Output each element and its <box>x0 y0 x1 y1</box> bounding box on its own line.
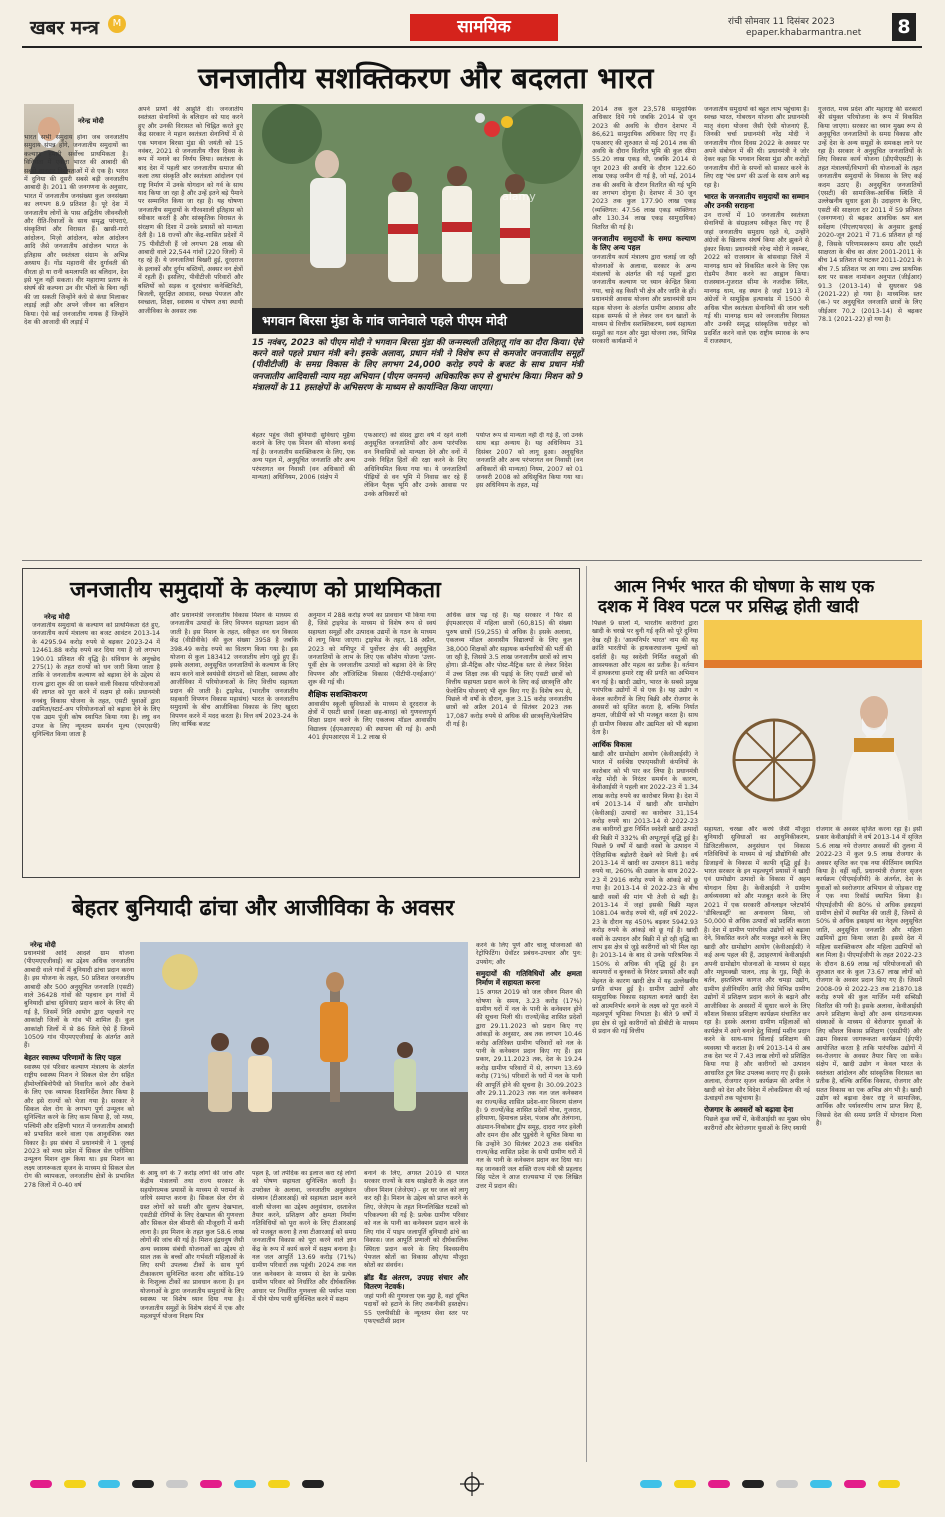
main-col-4 <box>364 432 467 554</box>
welfare-col-1 <box>32 622 160 870</box>
yellow-swatch <box>674 1480 696 1488</box>
main-col-7-text: जनजातीय समुदायों को बहुत लाभ पहुंचाया है। स्वच्छ भारत, गोबरधन योजना और प्रधानमंत्री मातृ वंदना योजना जैसी ऐसी योजनाएं हैं, जिनकी चर्चा प्रधानमंत्री नरेंद्र मोदी ने जनजातीय गौरव दिवस 2022 के अवसर पर अपने संबोधन में की थी। प्रधानमंत्री ने जोर देकर कहा कि भगवान बिरसा मुंडा और करोड़ों जनजातीय वीरों के सपनों को साकार करने के लिए राष्ट्र 'पंच प्रण' की ऊर्जा के साथ आगे बढ़ रहा है। <box>704 106 809 189</box>
section-tab: सामयिक <box>410 14 558 41</box>
khadi-photo <box>704 620 922 820</box>
black-swatch <box>132 1480 154 1488</box>
main-col-6-text: 2014 तक कुल 23,578 सामुदायिक अधिकार दिये गये जबकि 2014 से जून 2023 की अवधि के दौरान देशभर में 86,621 सामुदायिक अधिकार दिए गए हैं। एफआरए की शुरुआत से मई 2014 तक की अवधि के दौरान वितरित भूमि की कुल सीमा 55.20 लाख एकड़ थी, जबकि 2014 से जून 2023 की अवधि के दौरान 122.60 लाख एकड़ जमीन दी गई है, जो मई, 2014 तक की अवधि के दौरान वितरित की गई भूमि का लगभग दोगुना है। देशभर में 30 जून 2023 तक कुल 177.90 लाख एकड़ (व्यक्तिगत: 47.56 लाख एकड़ व्यक्तिगत और 130.34 लाख एकड़ सामुदायिक) वितरित की गई है। <box>592 106 696 231</box>
epaper-url[interactable]: epaper.khabarmantra.net <box>746 28 862 38</box>
infra-col-3 <box>252 1170 356 1462</box>
main-col-5 <box>476 432 583 554</box>
khadi-col-2b-text: पिछले कुछ वर्षों में, केवीआईसी का मुख्य ध्येय कारीगरों और बेरोजगार युवाओं के लिए स्थायी <box>704 1116 810 1132</box>
khadi-subhead-1: आर्थिक विकास <box>592 739 632 749</box>
main-col-1-text: भारत सभी समुदाय होना जब जनजातीय समुदाय संपन्न होंगे, जनजातीय समुदायों का कल्याण हमारी सर्वोच्च प्राथमिकता है। विविधता में एकता भारत की आबादी की सबसे शानदार विशेषताओं में से एक है। भारत में दुनिया की दूसरी सबसे बड़ी जनजातीय आबादी है। 2011 की जनगणना के अनुसार, भारत में जनजातीय जनसंख्या कुल जनसंख्या का लगभग 8.9 प्रतिशत है। पूरे देश में जनजातीय लोगों के पास अद्वितीय जीवनशैली और रीति-रिवाजों के साथ समृद्ध परंपराएं, संस्कृतियां और विरासत हैं। खासी-गारो आंदोलन, मिज़ो आंदोलन, कोल आंदोलन आदि जैसे जनजातीय आंदोलन भारत के इतिहास और स्वतंत्रता संग्राम के अभिन्न अध्याय हैं। गोंड महारानी वीर दुर्गावती की वीरता हो या रानी कमलापति का बलिदान, देश इसे भूल नहीं सकता। वीर महाराणा प्रताप के संघर्ष की कल्पना उन वीर भीलों के बिना नहीं की जा सकती जिन्होंने कंधे से कंधा मिलाकर लड़ाई लड़ी और अपने जीवन का बलिदान किया। ऐसे कई जनजातीय नायक हैं जिन्होंने देश की आजादी की लड़ाई में <box>24 134 128 326</box>
black-swatch <box>302 1480 324 1488</box>
main-col-6 <box>592 106 696 554</box>
main-col-6b-text: जनजातीय कार्य मंत्रालय द्वारा चलाई जा रही योजनाओं के अलावा, सरकार के अन्य मंत्रालयों के अंतर्गत की गई पहलों द्वारा जनजातीय कल्याण पर ध्यान केन्द्रित किया गया, चाहे वह किसी भी क्षेत्र और जाति के हों। प्रधानमंत्री आवास योजना और प्रधानमंत्री ग्राम सड़क योजना के अंतर्गत ग्रामीण आवास और सड़क सम्पर्क से ले लेकर जन धन खातों के माध्यम से वित्तीय सशक्तिकरण, स्वयं सहायता समूहों का गठन और मुद्रा योजना तक, विभिन्न सरकारी कार्यक्रमों ने <box>592 254 696 346</box>
main-col-8-text: गुजरात, मध्य प्रदेश और महाराष्ट्र की सरकारों की संयुक्त परियोजना के रूप में विकसित किया जाएगा। सरकार का ध्यान मुख्य रूप से अनुसूचित जनजातियों के समग्र विकास और उन्हें देश के अन्य समूहों के समकक्ष लाने पर रहा है। सरकार ने अनुसूचित जनजातियों के लिए विकास कार्य योजना (डीएपीएसटी) के तहत मंत्रालयों/विभागों की योजनाओं के तहत जनजातीय समुदायों के विकास के लिए कई कदम उठाए हैं। अनुसूचित जनजातियों (एसटी) की सामाजिक-आर्थिक स्थिति में उल्लेखनीय सुधार हुआ है। उदाहरण के लिए, एसटी की साक्षरता दर 2011 में 59 प्रतिशत (जनगणना) से बढ़कर आवधिक श्रम बल सर्वेक्षण (पीएलएफएस) के अनुसार ढुलाई 2020-जून 2021 में 71.6 प्रतिशत हो गई है, जिसके परिणामस्वरूप समग्र और एसटी साक्षरता के बीच का अंतर 2001-2011 के बीच 14 प्रतिशत से घटकर 2011-2021 के बीच 7.5 प्रतिशत पर आ गया। उच्च प्राथमिक स्तर पर सकल नामांकन अनुपात (जीईआर) 91.3 (2013-14) से सुधरकर 98 (2021-22) हो गया है। माध्यमिक स्तर (क-) पर अनुसूचित जनजाति छात्रों के लिए जीईआर 70.2 (2013-14) से बढ़कर 78.1 (2021-22) हो गया है। <box>818 106 922 324</box>
khadi-col-1-text: पिछले 9 सालों में, भारतीय कारीगरों द्वारा खादी के चरखे पर बुनी गई कृति को पूरे दुनिया देख रही है। 'आत्मनिर्भर भारत' नाम की यह क्रांति भारतीयों के हाथकरघाजन्य मूल्यों को दर्शाती है। यह स्वदेशी निर्मित वस्तुओं की आवश्यकता और महत्व का प्रतीक है। वर्तमान में हाथकरघा हमारे राष्ट्र की प्रगति का अभिमान बन गई है। खादी उद्योग, भारत के सबसे प्रमुख पारंपरिक उद्योगों में से एक है। यह उद्योग न केवल कारीगरों के लिए बिक्री और रोजगार के अवसरों को सृजित करता है, बल्कि निर्यात क्षमता, जीडीपी को भी मजबूत करता है। साथ ही ग्रामीण विकास और उद्यमिता को भी बढ़ावा देता है। <box>592 620 698 737</box>
magenta-swatch <box>844 1480 866 1488</box>
welfare-col-3 <box>308 612 436 870</box>
khadi-col-1 <box>592 620 698 1462</box>
infra-col-3-text: पहल है, जो तपेदिक का इलाज करा रहे लोगों को पोषण सहायता सुनिश्चित करती है। उपरोक्त के अलावा, जनजातीय अनुसंधान संस्थान (टीआरआई) को सहायता प्रदान करने वाली योजना का उद्देश्य अनुसंधान, दस्तावेज तैयार करने, प्रशिक्षण और क्षमता निर्माण गतिविधियों को पूरा करने के लिए टीआरआई को मजबूत करना है तथा टीआरआई को समग्र जनजातीय विकास को पूरा करने वाले ज्ञान केंद्र के रूप में कार्य करने में सक्षम बनाना है। नल जल आपूर्ति 13.69 करोड़ (71%) ग्रामीण परिवारों तक पहुंची। 2024 तक नल जल कनेक्शन के माध्यम से देश के प्रत्येक ग्रामीण परिवार को निर्धारित और दीर्घकालिक आधार पर निर्धारित गुणवत्ता की पर्याप्त मात्रा में पीने योग्य पानी सुनिश्चित करने में सक्षम <box>252 1170 356 1304</box>
main-intro: 15 नवंबर, 2023 को पीएम मोदी ने भगवान बिरसा मुंडा की जन्मस्थली उलिहातू गांव का दौरा किया। ऐसे करने वाले पहले प्रधान मंत्री बने। इसके अलावा, प्रधान मंत्री ने विशेष रूप से कमजोर जनजातीय समूहों (पीवीटीजी) के समग्र विकास के लिए लगभग 24,000 करोड़ रुपये के बजट के साथ प्रधान मंत्री जनजातीय आदिवासी न्याय महा अभियान (पीएम जनमन) अधिकारिक रूप से शुभारंभ किया। मिशन को 9 मंत्रालयों के 11 हस्तक्षेपों के अभिसरण के माध्यम से कार्यान्वित किया जाएगा। <box>252 338 583 393</box>
welfare-col-3b-text: आवासीय स्कूली सुविधाओं के माध्यम से दूरदराज के क्षेत्रों में एसटी छात्रों (कक्षा छह-बारह) को गुणवत्तापूर्ण शिक्षा प्रदान करने के लिए एकलव्य मॉडल आवासीय विद्यालय (ईएमआरएस) की स्थापना की गई है। अभी 401 ईएमआरएस में 1.2 लाख से <box>308 700 436 742</box>
main-col-2 <box>138 106 243 554</box>
main-col-5-text: पर्याप्त रूप से मान्यता नहीं दी गई है, जो उनके साथ बड़ा अन्याय है। यह अधिनियम 31 दिसंबर 2007 को लागू हुआ। अनुसूचित जनजाति और अन्य परंपरागत वन निवासी (वन अधिकारों की मान्यता) नियम, 2007 को 01 जनवरी 2008 को अधिसूचित किया गया था। इस अधिनियम के तहत, मई <box>476 432 583 490</box>
infra-col-1b-text: स्वास्थ्य एवं परिवार कल्याण मंत्रालय के अंतर्गत राष्ट्रीय स्वास्थ्य मिशन ने सिकल सेल रोग सहित हीमोग्लोबिनोपैथी को निवारित करने और रोकने के लिए एक व्यापक दिशानिर्देश तैयार किया है और इसे राज्यों को भेजा गया है। सरकार ने सिकल सेल रोग के लगभग पूर्ण उन्मूलन को सुनिश्चित करने के लिए काम किया है, जो मध्य, पश्चिमी और दक्षिणी भारत में जनजातीय आबादी को प्रभावित करने वाला एक आनुवंशिक रक्त विकार है। इस संबंध में प्रधानमंत्री ने 1 जुलाई 2023 को मध्य प्रदेश में सिकल सेल एनीमिया उन्मूलन मिशन शुरू किया था। इस मिशन का लक्ष्य जागरूकता सृजन के माध्यम से सिकल सेल रोग की व्यापकता, जनजातीय क्षेत्रों के प्रभावित 278 जिलों में 0-40 वर्ष <box>24 1063 134 1189</box>
main-col-3 <box>252 432 355 554</box>
page-number: 8 <box>892 13 916 41</box>
khadi-headline-line-2: दशक में विश्व पटल पर प्रसिद्ध होती खादी <box>598 597 859 617</box>
khadi-headline-line-1: आत्म निर्भर भारत की घोषणा के साथ एक <box>614 577 875 597</box>
infra-col-4-text: बनाने के लिए, अगस्त 2019 से भारत सरकार राज्यों के साथ साझेदारी के तहत जल जीवन मिशन (जेजेएम) - हर घर जल को लागू कर रही है। मिशन के उद्देश्य को प्राप्त करने के लिए, जेजेएम के तहत निम्नलिखित घटकों को परिकल्पना की गई है: प्रत्येक ग्रामीण परिवार को नल के पानी का कनेक्शन प्रदान करने के लिए गांव में पाइप जलापूर्ति बुनियादी ढांचे का विकास। जल आपूर्ति प्रणाली को दीर्घकालिक स्थिरता प्रदान करने के लिए विश्वसनीय पेयजल स्रोतों का विकास और/या मौजूदा स्रोतों का संवर्धन। <box>364 1170 468 1270</box>
main-col-3-text: बेहतर पहुंच जैसी बुनियादी सुविधाएं मुहैया कराने के लिए एक मिशन की योजना बनाई गई है। जनजातीय सशक्तिकरण के लिए, एक अन्य पहल में, अनुसूचित जनजाति और अन्य परंपरागत वन निवासी (वन अधिकारों की मान्यता) अधिनियम, 2006 (संक्षेप में <box>252 432 355 482</box>
infra-col-5b-text: 15 अगस्त 2019 को जल जीवन मिशन की घोषणा के समय, 3.23 करोड़ (17%) ग्रामीण घरों में नल के पानी के कनेक्शन होने की सूचना मिली थी। राज्यों/केंद्र शासित प्रदेशों द्वारा 29.11.2023 को प्रदान किए गए आंकड़ों के अनुसार, अब तक लगभग 10.46 करोड़ अतिरिक्त ग्रामीण परिवारों को नल के पानी के कनेक्शन प्रदान किए गए हैं। इस प्रकार, 29.11.2023 तक, देश के 19.24 करोड़ ग्रामीण परिवारों में से, लगभग 13.69 करोड़ (71%) परिवारों के घरों में नल के पानी की आपूर्ति होने की सूचना है। 30.09.2023 और 29.11.2023 तक नल जल कनेक्शन का राज्य/केंद्र शासित प्रदेश-वार विवरण संलग्न है। 9 राज्यों/केंद्र शासित प्रदेशों गोवा, गुजरात, हरियाणा, हिमाचल प्रदेश, पंजाब और तेलंगाना, अंडमान-निकोबार द्वीप समूह, दादरा नगर हवेली और दमन दीव और पुडुचेरी ने सूचित किया था कि उन्होंने 30 सितंबर 2023 तक संबंधित राज्य/केंद्र शासित प्रदेश के सभी ग्रामीण घरों में नल के पानी के कनेक्शन प्रदान कर दिया था। यह जानकारी जल शक्ति राज्य मंत्री श्री प्रहलाद सिंह पटेल ने आज राज्यसभा में एक लिखित उत्तर में प्रदान की। <box>476 989 582 1190</box>
magenta-swatch <box>30 1480 52 1488</box>
grey-swatch <box>166 1480 188 1488</box>
magenta-swatch <box>200 1480 222 1488</box>
main-subhead-1: जनजातीय समुदायों के समग्र कल्याण के लिए अन्य पहल <box>592 234 696 253</box>
khadi-subhead-2: रोजगार के अवसरों को बढ़ावा देना <box>704 1105 794 1115</box>
welfare-col-2-text: और प्रधानमंत्री जनजातीय विकास मिशन के माध्यम से जनजातीय उत्पादों के लिए विपणन सहायता प्रदान की जाती है। इस मिशन के तहत, स्वीकृत वन धन विकास केंद्र (वीडीवीके) की कुल संख्या 3958 है जबकि 398.49 करोड़ रुपये का वितरण किया गया है। इस योजना से कुल 183412 जनजातीय लोग जुड़े हुए हैं। इसके अलावा, अनुसूचित जनजातियों के कल्याण के लिए काम करने वाले स्वयंसेवी संगठनों को शिक्षा, स्वास्थ्य और आजीविका में परियोजनाओं के लिए वित्तीय सहायता प्रदान की जाती है। ट्राइफेड, (भारतीय जनजातीय सहकारी विपणन विकास महासंघ) भारत के जनजातीय समुदायों के बीच आजीविका विकास के लिए खुदरा विपणन करने में मदद करता है। वित्त वर्ष 2023-24 के लिए वार्षिक बजट <box>170 612 298 729</box>
grey-swatch <box>776 1480 798 1488</box>
infra-subhead-3: समुदायों की गतिविधियों और क्षमता निर्माण में सहायता करना <box>476 969 582 988</box>
infra-col-4 <box>364 1170 468 1462</box>
photo-caption: भगवान बिरसा मुंडा के गांव जानेवाले पहले पीएम मोदी <box>252 308 583 334</box>
khadi-col-2-text: सहायता, चरखा और करघे जैसी मौजूदा बुनियादी सुविधाओं का आधुनिकीकरण, डिजिटलीकरण, अनुसंधान एवं विकास गतिविधियों के माध्यम से नई प्रौद्योगिकी और डिजाइनों के विकास में काफी वृद्धि हुई है। भारत सरकार के इन महत्वपूर्ण प्रयासों ने खादी एवं ग्रामोद्योग उत्पादों के विकास में अहम योगदान दिया है। केवीआईसी ने ग्रामीण अर्थव्यवस्था को और मजबूत करने के लिए 2021 में एक सरकारी ऑनलाइन प्लेटफॉर्म 'डीबिल्डर्स्ट्री' का अनावरण किया, जो 50,000 से अधिक उत्पादों को प्रदर्शित करता है। देश में ग्रामीण पारंपरिक उद्योगों को बढ़ावा देने, विकसित करने और मजबूत करने के लिए खादी और ग्रामोद्योग आयोग (केवीआईसी) ने कई अन्य पहल की हैं, उदाहरणार्थ केवीआईसी अपनी ग्रामोद्योग योजनाओं के माध्यम से सहद और मधुमक्खी पालन, ताड़ के गुड़, मिट्टी के बर्तन, हस्तशिल्प कागज और चमड़ा उद्योग, ग्रामीण इंजीनियरिंग आदि जैसे विभिन्न ग्रामीण उद्योगों में प्रशिक्षण प्रदान करने के बढ़ाने और आजीविका के अवसरों में सुधार करने के लिए कौशल विकास प्रशिक्षण कार्यक्रम संचालित कर रहा है। इसके अलावा ग्रामीण महिलाओं को कार्यक्षेत्र में आगे बनाने हेतु सिलाई मशीन प्रदान करने के साथ-साथ सिलाई प्रशिक्षण की व्यवस्था भी कराता है। वर्ष 2013-14 से अब तक देश भर में 7.43 लाख लोगों को प्रशिक्षित किया गया है और कारीगरों को उत्पादन आधारित टूल किट उपलब्ध कराए गए हैं। इसके अलावा, रोजगार सृजन कार्यक्रम की अपील ने खादी को देश और विदेश में लोकप्रियता की नई ऊंचाइयों तक पहुंचाया है। <box>704 826 810 1102</box>
khadi-col-3-text: रोजगार के अवसर सृजित करना रहा है। इसी प्रकार केवीआईसी ने वर्ष 2013-14 में सृजित 5.6 लाख नये रोजगार अवसरों की तुलना में 2022-23 में कुल 9.5 लाख रोजगार के अवसर सृजित कर एक नया कीर्तिमान स्थापित किया है। वहीं वहीं, प्रधानमंत्री रोजगार सृजन कार्यक्रम (पीएमईजीपी) के अंतर्गत, देश के युवाओं को स्वरोजगार अभियान से जोड़कर राष्ट्र ने एक नया रिकॉर्ड स्थापित किया है। पीएमईजीपी की 80% से अधिक इकाइयां ग्रामीण क्षेत्रों में स्थापित की जाती हैं, जिनमें से 50% से अधिक इकाइयां का नेतृत्व अनुसूचित जाति, अनुसूचित जनजाति और महिला उद्यमियों द्वारा किया जाता है। इससे देश में महिला सशक्तिकरण और महिला उद्यमियों को बल मिला है। पीएमईजीपी के तहत 2022-23 के दौरान 8.69 लाख नई परियोजनाओं की शुरुआत कर के कुल 73.67 लाख लोगों को रोजगार के अवसर प्रदान किए गए हैं। जिसमें 2008-09 से 2022-23 तक 21870.18 करोड़ रुपये की कुल मार्जिन मनी सब्सिडी वितरित की गयी है। इसके अलावा, केवीआईसी अपने प्रशिक्षण केन्द्रों और अन्य संगठनात्मक संस्थाओं के माध्यम से बेरोजगार युवाओं के लिए कौशल विकास प्रशिक्षण (एसडीपी) और उद्यम विकास जागरूकता कार्यक्रम (ईएपी) आयोजित करता है ताकि पारंपरिक उद्योगों में स्व-रोजगार के अवसर तैयार किए जा सकें। संक्षेप में, खादी उद्योग न केवल भारत के स्वतंत्रता आंदोलन और सांस्कृतिक विरासत का प्रतीक है, बल्कि आर्थिक विकास, रोजगार और सतत विकास का एक अभिन्न अंग भी है। खादी उद्योग को बढ़ावा देकर राष्ट्र ने सामाजिक, आर्थिक और पर्यावरणीय लाभ प्राप्त किए हैं, जिससे देश की समग्र प्रगति में योगदान मिला है। <box>816 826 922 1128</box>
header-rule <box>22 46 922 48</box>
infra-col-1 <box>24 950 134 1462</box>
main-subhead-2: भारत के जनजातीय समुदायों का सम्मान और उनकी सराहना <box>704 192 809 211</box>
cyan-swatch <box>234 1480 256 1488</box>
infra-subhead-2: ब्रॉड बैंड अंतरण, उपग्रह संचार और वितरण नेटवर्क। <box>364 1272 468 1291</box>
infra-col-2 <box>140 1170 244 1462</box>
infra-col-4b-text: जहां पानी की गुणवत्ता एक मुद्दा है, वहां दूषित पदार्थों को हटाने के लिए तकनीकी हस्तक्षेप। 55 एलपीसीडी के न्यूनतम सेवा स्तर पर एफएचटीसी प्रदान <box>364 1292 468 1326</box>
infra-col-2-text: के आयु वर्ग के 7 करोड़ लोगों की जांच और केंद्रीय मंत्रालयों तथा राज्य सरकार के सहयोगात्मक प्रयासों के माध्यम से परामर्श के जरिये समाप्त करना है। सिकल सेल रोग से ग्रस्त लोगों को सस्ती और सुलभ देखभाल, एसटीडी रोगियों के लिए देखभाल की गुणवत्ता और सिकल सेल बीमारी की मौजूदगी में कमी लाना है। इस मिशन के तहत कुल 58.6 लाख लोगों की जांच की गई है। मिशन इंद्रधनुष जैसी अन्य स्वास्थ्य संबंधी योजनाओं का उद्देश्य दो साल तक के बच्चों और गर्भवती महिलाओं के लिए सभी उपलब्ध टीकों के साथ पूर्ण टीकाकरण सुनिश्चित करना और कोविड-19 के निःशुल्क टीकों का प्रावधान करना है। इन योजनाओं के द्वारा जनजातीय समुदायों के लिए स्वास्थ्य पर विशेष ध्यान दिया गया है। जनजातीय समूहों के विशेष संदर्भ में एक और महत्वपूर्ण योजना निक्षय मित्र <box>140 1170 244 1320</box>
magenta-swatch <box>708 1480 730 1488</box>
infra-col-1-text: प्रधानमंत्री आदि आदर्श ग्राम योजना (पीएमएएजीवाई) का उद्देश्य अधिक जनजातीय आबादी वाले गांवों में बुनियादी ढांचा प्रदान करना है। इस योजना के तहत, 50 प्रतिशत जनजातीय आबादी और 500 अनुसूचित जनजाति (एसटी) वाले 36428 गांवों की पहचान इन गांवों में बुनियादी ढांचा सुविधाएं प्रदान करने के लिए की गई है, जिसमें निति आयोग द्वारा पहचाने गए आकांक्षी जिलों के गांव भी शामिल हैं। कुल आकांक्षी जिलों में से 86 जिले ऐसे हैं जिनमें 10509 गांव पीएमएएजीवाई के अंतर्गत आते हैं। <box>24 950 134 1050</box>
birsa-munda-village-photo <box>252 104 583 308</box>
masthead-logo: खबर मन्त्र <box>30 17 99 39</box>
welfare-col-2 <box>170 612 298 870</box>
khadi-col-1b-text: खादी और ग्रामोद्योग आयोग (केवीआईसी) ने भारत में सर्वश्रेष्ठ एफएमसीजी कंपनियों के कारोबार को भी पार कर लिया है। प्रधानमंत्री नरेंद्र मोदी के निरंतर समर्थन के कारण, केवीआईसी ने पहली बार 2022-23 में 1.34 लाख करोड़ रुपये का कारोबार किया है। देश में वर्ष 2013-14 में खादी और ग्रामोद्योग (केवीआई) उत्पादों का कारोबार 31,154 करोड़ रुपये था। 2013-14 से 2022-23 तक कारीगरों द्वारा निर्मित स्वदेशी खादी उत्पादों की बिक्री में 332% की अभूतपूर्व वृद्धि हुई है। पिछले 9 वर्षों में खादी वस्त्रों के उत्पादन में ऐतिहासिक बढ़ोतरी देखने को मिली है। वर्ष 2013-14 में खादी का उत्पादन 811 करोड़ रुपये था, 260% की उछाल के साथ 2022-23 में 2916 करोड़ रुपये के आंकड़े को छू गया है। 2013-14 से 2022-23 के बीच खादी वस्त्रों की मांग भी तेजी से बढ़ी है। 2013-14 में जहां इसकी बिक्री महज 1081.04 करोड़ रुपये थी, वहीं वर्ष 2022-23 के दौरान यह 450% बढ़कर 5942.93 करोड़ रुपये के आंकड़े को छू गई है। खादी वस्त्रों के उत्पादन और बिक्री में हो रही वृद्धि का लाभ इस क्षेत्र से जुड़े कारीगरों को भी मिल रहा है। 2013-14 के बाद से उनके पारिश्रमिक में 150% से अधिक की वृद्धि हुई है। इन कामगारों व बुनकरों के निरंतर प्रयासों और कड़ी मेहनत के कारण खादी क्षेत्र में यह उल्लेखनीय प्रगति संभव हुई है। ग्रामीण उद्योगों और सामुदायिक विकास सहायता बनाते खादी देश को आत्मनिर्भर बनाने के लक्ष्य को पूरा करने में महत्वपूर्ण भूमिका निभाता है। बीते 9 वर्षों में इस क्षेत्र से जुड़े कारीगरों को डीबीटी के माध्यम से प्रदान की गई वित्तीय <box>592 750 698 1036</box>
welfare-subhead-1: शैक्षिक सशक्तिकरण <box>308 689 368 699</box>
khadi-col-2 <box>704 826 810 1462</box>
infra-headline: बेहतर बुनियादी ढांचा और आजीविका के अवसर <box>72 896 455 921</box>
yellow-swatch <box>64 1480 86 1488</box>
mantra-logo-icon: M <box>108 15 126 33</box>
welfare-byline: नरेन्द्र मोदी <box>44 613 70 621</box>
infra-col-5 <box>476 942 582 1462</box>
welfare-col-4 <box>446 612 572 870</box>
crosshair-icon <box>460 1472 484 1500</box>
photo-watermark: alamy <box>502 190 536 203</box>
main-col-2-text: अपने प्राणों की आहुति दी। जनजातीय स्वतंत्रता सेनानियों के बलिदान को याद करने हुए और उनकी विरासत को चिह्नित करते हुए केंद्र सरकार ने महान स्वतंत्रता सेनानियों में से एक भगवान बिरसा मुंडा की जयंती को 15 नवंबर, 2021 से जनजातीय गौरव दिवस के रूप में मनाने का निर्णय लिया। स्वतंत्रता के बाद देश में पहली बार जनजातीय समाज की कला तथा संस्कृति और स्वतंत्रता आंदोलन एवं राष्ट्र निर्माण में उनके योगदान को गर्व के साथ याद किया जा रहा है और उन्हें इतने बड़े पैमाने पर सम्मानित किया जा रहा है। यह घोषणा जनजातीय समुदायों के गौरवशाली इतिहास को स्वीकार करती है और सांस्कृतिक विरासत के संरक्षण की दिशा में उनके प्रयासों को मान्यता देती है। 18 राज्यों और केंद्र-शासित प्रदेशों में 75 पीवीटीजी हैं जो लगभग 28 लाख की आबादी वाले 22,544 गांवों (220 जिलों) में रह रहे हैं। ये जनजातियां बिखरी हुई, दूरदराज के इलाकों और दुर्गम बस्तियों, अक्सर वन क्षेत्रों में रहती हैं। इसलिए, पीवीटीजी परिवारों और बस्तियों को सड़क व दूरसंचार कनेक्टिविटी, बिजली, सुरक्षित आवास, स्वच्छ पेयजल और स्वच्छता, शिक्षा, स्वास्थ्य व पोषण तथा स्थायी आजीविका के अवसर तक <box>138 106 243 315</box>
main-col-8 <box>818 106 922 554</box>
cyan-swatch <box>98 1480 120 1488</box>
welfare-col-3-text: अनुमान में 288 करोड़ रुपये का प्रावधान भी किया गया है, जिसे ट्राइफेड के माध्यम से विशेष रूप से स्वयं सहायता समूहों और उत्पादक उद्यमों के गठन के माध्यम से लागू किया जाएगा। ट्राइफेड के तहत, 18 अप्रैल, 2023 को मणिपुर में पुर्वोत्तर क्षेत्र की अनुसूचित जनजातियों के लाभ के लिए एक कौशेय योजना 'उत्तर-पूर्वी क्षेत्र के जनजातीय उत्पादों को बढ़ावा देने के लिए विपणन और लॉजिस्टिक विकास (पीटीपी-एनईआर)' शुरू की गई थी। <box>308 612 436 687</box>
yellow-swatch <box>268 1480 290 1488</box>
cyan-swatch <box>640 1480 662 1488</box>
welfare-col-1-text: जनजातीय समुदायों के कल्याण को प्राथमिकता देते हुए, जनजातीय कार्य मंत्रालय का बजट आवंटन 2013-14 के 4295.94 करोड़ रुपये से बढ़कर 2023-24 में 12461.88 करोड़ रुपये कर दिया गया है जो लगभग 190.01 प्रतिशत की वृद्धि है। संविधान के अनुच्छेद 275(1) के तहत राज्यों को धन जारी किया जाता है ताकि वे जनजातीय कल्याण को बढ़ावा देने के उद्देश्य से राज्य द्वारा शुरू की जा सकने वाली विकास परियोजनाओं की लागत को पूरा करने में सक्षम हो सकें। प्रधानमंत्री वनबंधु विकास योजना के तहत, एसटी युवाओं द्वारा उद्यमिता/स्टार्ट-अप परियोजनाओं को बढ़ावा देने के लिए एक उद्यम पूंजी कोष स्थापित किया गया है। लघु वन उपज के लिए न्यूनतम समर्थन मूल्य (एमएसपी) सुनिश्चित किया जाता है <box>32 622 160 739</box>
khadi-col-3 <box>816 826 922 1462</box>
main-headline: जनजातीय सशक्तिकरण और बदलता भारत <box>198 61 654 95</box>
cultural-event-photo <box>140 942 468 1164</box>
main-col-7 <box>704 106 809 554</box>
welfare-col-4-text: अधिक छात्र पढ़ रहे हैं। यह सरकार ने फिर से ईएमआरएस में महिला छात्रों (60,815) की संख्या पुरुष छात्रों (59,255) से अधिक है। इसके अलावा, एकलव्य मॉडल आवासीय विद्यालयों के लिए कुल 38,000 शिक्षकों और सहायक कर्मचारियों की भर्ती की जा रही है, जिससे 3.5 लाख जनजातीय छात्रों को लाभ होगा। प्री-मैट्रिक और पोस्ट-मैट्रिक स्तर से लेकर विदेश में उच्च शिक्षा तक की पढ़ाई के लिए एसटी छात्रों को वित्तीय सहायता प्रदान करने के लिए कई छात्रवृत्ति और फ़ेलोशिप योजनाएं भी शुरू किए गए हैं। विशेष रूप से, पिछले नौ वर्षों के दौरान, कुल 3.15 करोड़ जनजातीय छात्रों को अप्रैल 2014 से सितंबर 2023 तक 17,087 करोड़ रुपये से अधिक की छात्रवृत्ति/फेलोशिप दी गई है। <box>446 612 572 729</box>
cyan-swatch <box>810 1480 832 1488</box>
main-col-7b-text: उन राज्यों में 10 जनजातीय स्वतंत्रता सेनानियों के संग्रहालय स्वीकृत किए गए हैं जहां जनजातीय समुदाय रहते थे, उन्होंने अंग्रेजों के खिलाफ संघर्ष किया और झुकने से इंकार किया। प्रधानमंत्री नरेन्द्र मोदी ने नवम्बर, 2022 को राजस्थान के बांसवाड़ा जिले में मानगढ़ धाम को विकसित करने के लिए एक रोडमैप तैयार करने का आह्वान किया। राजस्थान-गुजरात सीमा के नजदीक स्थित, मानगढ़ धाम, वह स्थान है जहां 1913 में अंग्रेजों ने सामूहिक हत्याकांड में 1500 से अधिक भील स्वतंत्रता सेनानियों की जान चली गई थी। मानगढ़ धाम को जनजातीय विरासत और उनकी समृद्ध सांस्कृतिक धरोहर को प्रदर्शित करने वाले एक राष्ट्रीय स्मारक के रूप में राजस्थान, <box>704 212 809 346</box>
infra-subhead-1: बेहतर स्वास्थ्य परिणामों के लिए पहल <box>24 1052 121 1062</box>
main-byline: नरेन्द्र मोदी <box>78 117 104 125</box>
yellow-swatch <box>878 1480 900 1488</box>
black-swatch <box>742 1480 764 1488</box>
welfare-headline: जनजातीय समुदायों के कल्याण को प्राथमिकता <box>70 578 441 603</box>
edition-date: रांची सोमवार 11 दिसंबर 2023 <box>728 17 835 27</box>
infra-byline: नरेन्द्र मोदी <box>30 941 56 949</box>
infra-col-5-text: करने के लिए पूर्ण और चालू योजनाओं की रेट्रोफिटिंग। ग्रेवॉटर प्रबंधन-उपचार और पुन: उपयोग; और <box>476 942 582 966</box>
section-divider-1 <box>22 560 922 561</box>
main-col-1 <box>24 134 128 554</box>
column-divider <box>586 566 587 1462</box>
print-registration-strip <box>0 1470 945 1500</box>
main-col-4-text: एफआरए) को संसद द्वारा वर्ष में रहने वाली अनुसूचित जनजातियों और अन्य पारंपरिक वन निवासियों को मान्यता देने और वनों में उनके निहित हितों की रक्षा करने के लिए अधिनियमित किया गया था। ये जनजातियाँ पीढ़ियों से वन भूमि में निवास कर रहे हैं लेकिन पैतृक भूमि और उनके आवास पर उनके अधिकारों को <box>364 432 467 498</box>
